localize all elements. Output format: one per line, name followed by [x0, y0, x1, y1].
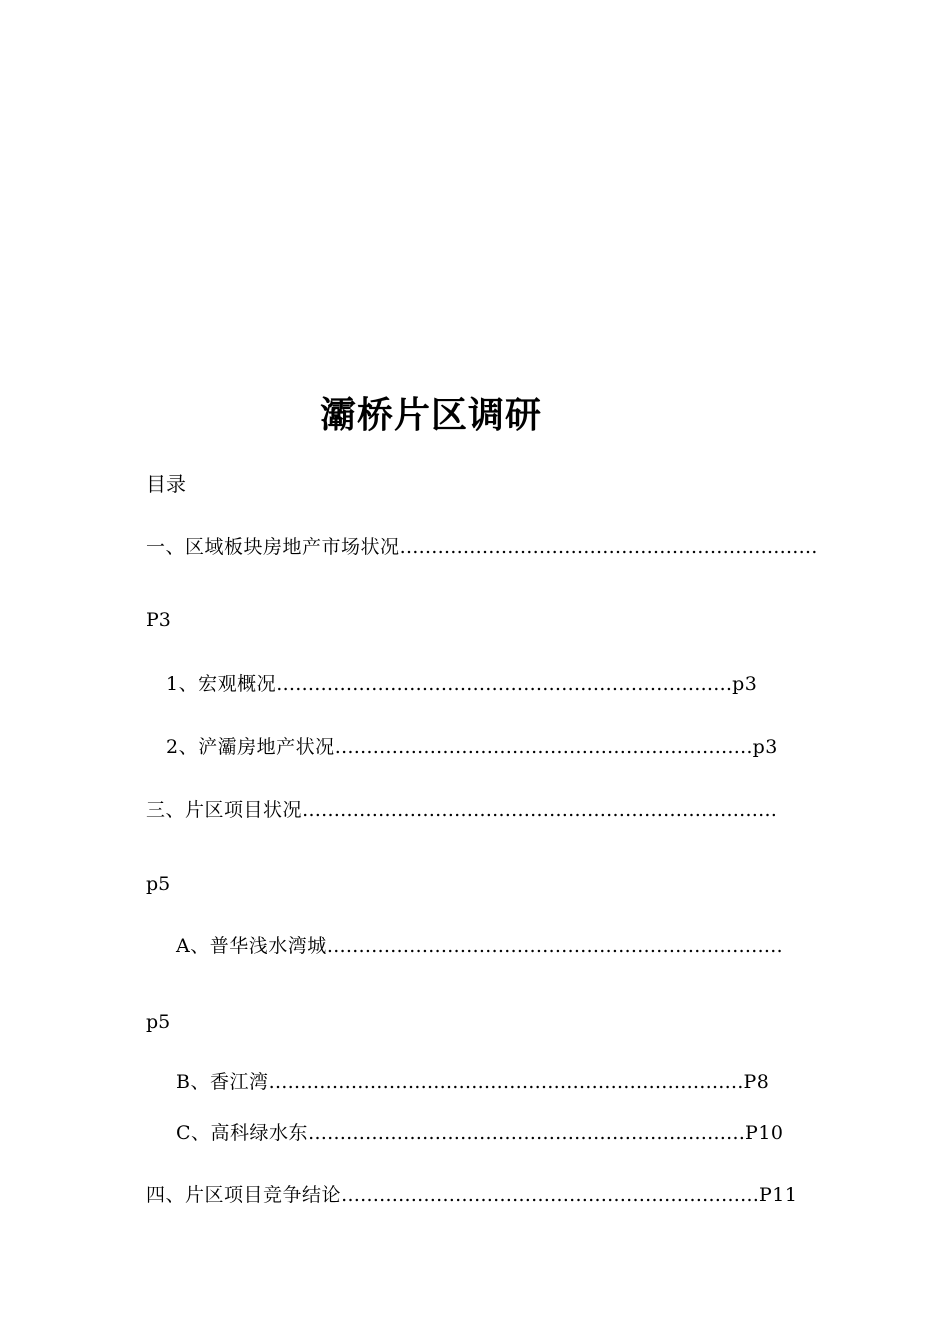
- toc-entry-dots: …………………………………………………………: [399, 536, 818, 558]
- toc-entry-text: 三、片区项目状况: [146, 799, 303, 821]
- toc-entry-page: P8: [743, 1071, 770, 1093]
- toc-entry-page: p3: [752, 736, 778, 758]
- toc-entry-dots: …………………………………………………………………: [302, 799, 778, 821]
- toc-entry-page: P3: [146, 609, 171, 631]
- toc-entry-page: p3: [732, 673, 758, 695]
- toc-entry-page: p5: [146, 873, 171, 895]
- toc-heading: 目录: [146, 472, 186, 496]
- toc-entry-dots: ………………………………………………………………: [276, 673, 733, 695]
- toc-entry-dots: …………………………………………………………………: [268, 1071, 744, 1093]
- toc-entry-page: P10: [745, 1122, 784, 1144]
- toc-entry-text: C、高科绿水东: [176, 1122, 309, 1144]
- toc-entry-text: 2、浐灞房地产状况: [166, 736, 335, 758]
- toc-entry-text: 一、区域板块房地产市场状况: [146, 536, 400, 558]
- toc-entry-text: B、香江湾: [176, 1071, 269, 1093]
- toc-entry[interactable]: [176, 1068, 769, 1096]
- toc-entry[interactable]: [146, 533, 818, 561]
- toc-entry[interactable]: [166, 733, 778, 761]
- toc-entry-page: p5: [146, 1011, 171, 1033]
- toc-entry-dots: …………………………………………………………: [334, 736, 753, 758]
- toc-entry[interactable]: [166, 670, 757, 698]
- toc-entry-page: P11: [759, 1184, 798, 1206]
- toc-entry-dots: ……………………………………………………………: [308, 1122, 746, 1144]
- toc-entry[interactable]: [176, 1119, 784, 1147]
- toc-entry[interactable]: [176, 932, 783, 960]
- toc-entry-text: 四、片区项目竞争结论: [146, 1184, 342, 1206]
- toc-entry-dots: ………………………………………………………………: [326, 935, 783, 957]
- toc-entry[interactable]: [146, 1181, 797, 1209]
- toc-entry-text: 1、宏观概况: [166, 673, 277, 695]
- document-title: 灞桥片区调研: [320, 394, 543, 436]
- toc-entry-dots: …………………………………………………………: [341, 1184, 760, 1206]
- toc-entry-text: A、普华浅水湾城: [176, 935, 327, 957]
- toc-entry[interactable]: [146, 796, 777, 824]
